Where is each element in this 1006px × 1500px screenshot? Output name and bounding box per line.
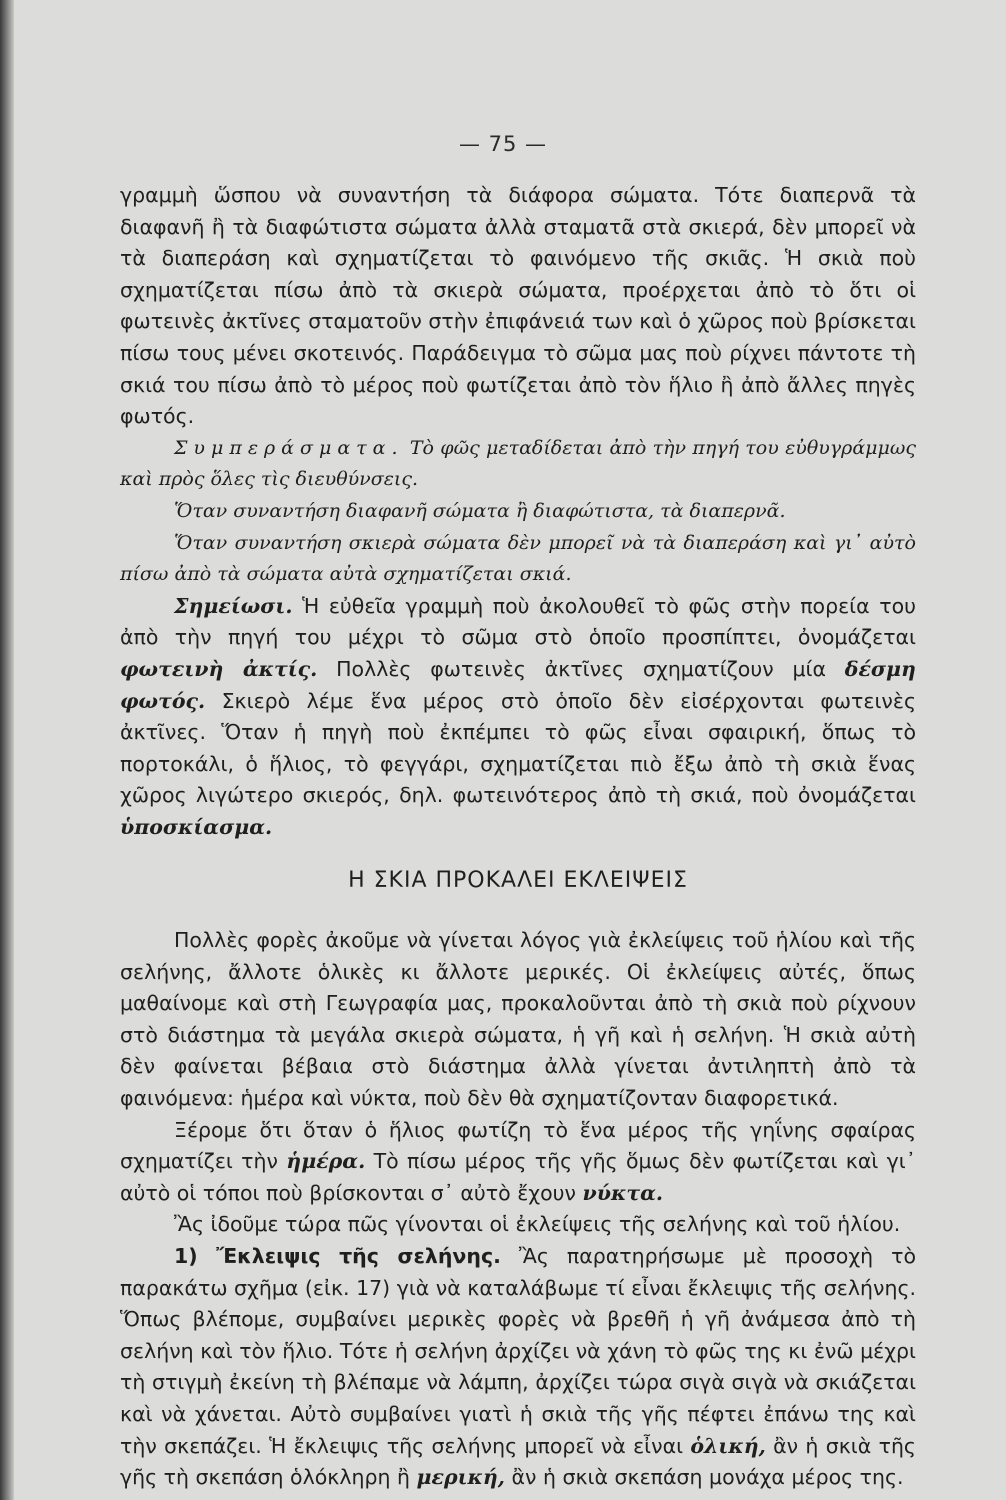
book-spine-shadow	[0, 0, 14, 1500]
paragraph-eclipses-intro: Πολλὲς φορὲς ἀκοῦμε νὰ γίνεται λόγος γιὰ ἐκλείψεις τοῦ ἡλίου καὶ τῆς σελήνης, ἄλλοτε ὁλικὲς κι ἄλλοτε μερικές. Οἱ ἐκλείψεις αὐτές, ὅπως μαθαίνομε καὶ στὴ Γεωγραφία μας, προκαλοῦνται ἀπὸ τὴ σκιὰ ποὺ ρίχνουν στὸ διάστημα τὰ μεγάλα σκιερὰ σώματα, ἡ γῆ καὶ ἡ σελήνη. Ἡ σκιὰ αὐτὴ δὲν φαίνεται βέβαια στὸ διάστημα ἀλλὰ γίνεται ἀντιληπτὴ ἀπὸ τὰ φαινόμενα: ἡμέρα καὶ νύκτα, ποὺ δὲν θὰ σχηματίζονταν διαφορετικά.	[120, 928, 916, 1111]
summary-text-1: Τὸ φῶς μεταδίδεται ἀπὸ τὴν πηγή του εὐθυγράμμως καὶ πρὸς ὅλες τὶς διευθύνσεις.	[120, 436, 916, 491]
summary-label: Συμπεράσματα.	[174, 436, 404, 459]
term-partial: μερική,	[416, 1465, 505, 1490]
paragraph-day-night	[120, 1115, 916, 1210]
note-label: Σημείωσι.	[174, 593, 293, 618]
lunar-eclipse-text-3: ἂν ἡ σκιὰ σκεπάση μονάχα μέρος της.	[511, 1465, 904, 1490]
lunar-eclipse-label: 1) Ἔκλειψις τῆς σελήνης.	[174, 1244, 501, 1268]
term-light-ray: φωτεινὴ ἀκτίς.	[120, 656, 318, 681]
day-night-text-2: Τὸ πίσω μέρος τῆς γῆς ὅμως δὲν φωτίζεται καὶ γι᾿ αὐτὸ οἱ τόποι ποὺ βρίσκονται σ᾿ αὐτὸ ἔχουν	[120, 1149, 916, 1205]
note-text-2: Πολλὲς φωτεινὲς ἀκτῖνες σχηματίζουν μία	[336, 656, 826, 681]
term-penumbra: ὑποσκίασμα.	[120, 814, 273, 839]
note-text-3: Σκιερὸ λέμε ἕνα μέρος στὸ ὁποῖο δὲν εἰσέρχονται φωτεινὲς ἀκτῖνες. Ὅταν ἡ πηγὴ ποὺ ἐκπέμπει τὸ φῶς εἶναι σφαιρική, ὅπως τὸ πορτοκάλι, ὁ ἥλιος, τὸ φεγγάρι, σχηματίζεται πιὸ ἔξω ἀπὸ τὴ σκιὰ ἕνας χῶρος λιγώτερο σκιερός, δηλ. φωτεινότερος ἀπὸ τὴ σκιά, ποὺ ὀνομάζεται	[120, 688, 916, 808]
summary-line-3: Ὅταν συναντήση σκιερὰ σώματα δὲν μπορεῖ νὰ τὰ διαπεράση καὶ γι᾿ αὐτὸ πίσω ἀπὸ τὰ σώματα αὐτὰ σχηματίζεται σκιά.	[120, 531, 916, 586]
term-light-beam: δέσμη φωτός.	[120, 656, 916, 713]
paragraph-light-propagation: γραμμὴ ὥσπου νὰ συναντήση τὰ διάφορα σώματα. Τότε διαπερνᾶ τὰ διαφανῆ ἢ τὰ διαφώτιστα σώματα ἀλλὰ σταματᾶ στὰ σκιερά, δὲν μπορεῖ νὰ τὰ διαπεράση καὶ σχηματίζεται τὸ φαινόμενο τῆς σκιᾶς. Ἡ σκιὰ ποὺ σχηματίζεται πίσω ἀπὸ τὰ σκιερὰ σώματα, προέρχεται ἀπὸ τὸ ὅτι οἱ φωτεινὲς ἀκτῖνες σταματοῦν στὴν ἐπιφάνειά των καὶ ὁ χῶρος ποὺ βρίσκεται πίσω τους μένει σκοτεινός. Παράδειγμα τὸ σῶμα μας ποὺ ρίχνει πάντοτε τὴ σκιά του πίσω ἀπὸ τὸ μέρος ποὺ φωτίζεται ἀπὸ τὸν ἥλιο ἢ ἀπὸ ἄλλες πηγὲς φωτός.	[120, 183, 916, 429]
lunar-eclipse-text-2: ἂν ἡ σκιὰ τῆς γῆς τὴ σκεπάση ὁλόκληρη ἢ	[120, 1433, 916, 1490]
section-heading: Η ΣΚΙΑ ΠΡΟΚΑΛΕΙ ΕΚΛΕΙΨΕΙΣ	[348, 868, 688, 894]
day-night-text-1: Ξέρομε ὅτι ὅταν ὁ ἥλιος φωτίζη τὸ ἕνα μέρος τῆς γηΐνης σφαίρας σχηματίζει τὴν	[120, 1117, 916, 1174]
term-total: ὁλική,	[690, 1433, 766, 1458]
page-body	[120, 180, 916, 1494]
summary-block	[120, 433, 916, 591]
note-paragraph	[120, 591, 916, 844]
lunar-eclipse-text-1: Ἂς παρατηρήσωμε μὲ προσοχὴ τὸ παρακάτω σχῆμα (εἰκ. 17) γιὰ νὰ καταλάβωμε τί εἶναι ἔκλειψις τῆς σελήνης. Ὅπως βλέπομε, συμβαίνει μερικὲς φορὲς νὰ βρεθῆ ἡ γῆ ἀνάμεσα ἀπὸ τὴ σελήνη καὶ τὸν ἥλιο. Τότε ἡ σελήνη ἀρχίζει νὰ χάνη τὸ φῶς της κι ἐνῶ μέχρι τὴ στιγμὴ ἐκείνη τὴ βλέπαμε νὰ λάμπη, ἀρχίζει τώρα σιγὰ σιγὰ νὰ σκιάζεται καὶ νὰ χάνεται. Αὐτὸ συμβαίνει γιατὶ ἡ σκιὰ τῆς γῆς πέφτει ἐπάνω της καὶ τὴν σκεπάζει. Ἡ ἔκλειψις τῆς σελήνης μπορεῖ νὰ εἶναι	[120, 1244, 916, 1458]
paragraph-lunar-eclipse	[120, 1241, 916, 1494]
page-number: — 75 —	[458, 132, 548, 156]
summary-line-2: Ὅταν συναντήση διαφανῆ σώματα ἢ διαφώτιστα, τὰ διαπερνᾶ.	[174, 499, 786, 522]
paragraph-eclipse-transition: Ἂς ἰδοῦμε τώρα πῶς γίνονται οἱ ἐκλείψεις τῆς σελήνης καὶ τοῦ ἡλίου.	[174, 1212, 901, 1237]
term-day: ἡμέρα.	[286, 1149, 366, 1174]
term-night: νύκτα.	[582, 1180, 664, 1205]
note-text-1: Ἡ εὐθεῖα γραμμὴ ποὺ ἀκολουθεῖ τὸ φῶς στὴν πορεία του ἀπὸ τὴν πηγή του μέχρι τὸ σῶμα στὸ ὁποῖο προσπίπτει, ὀνομάζεται	[120, 593, 916, 650]
summary-line-1	[120, 433, 916, 496]
